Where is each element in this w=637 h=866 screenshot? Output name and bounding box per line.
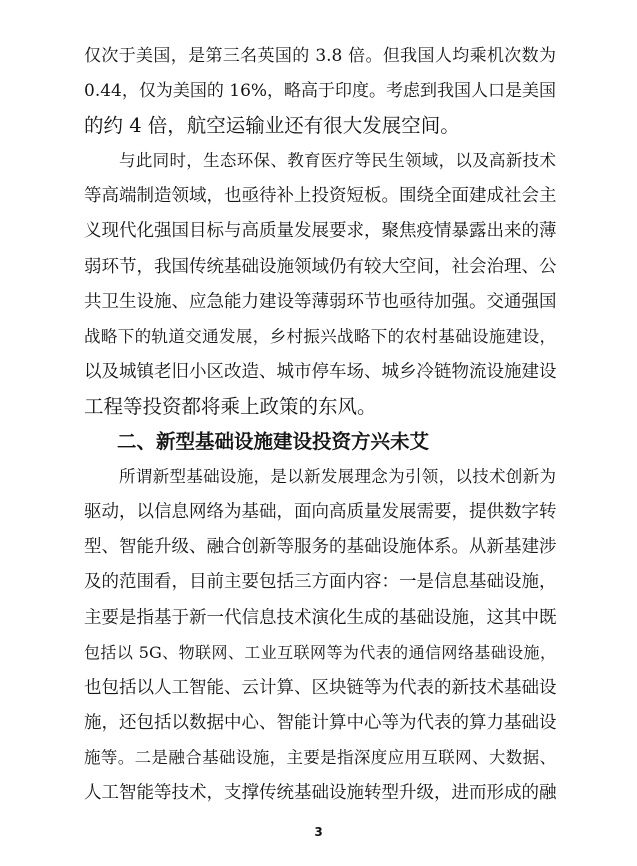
paragraph-3-line-9: 施等。二是融合基础设施，主要是指深度应用互联网、大数据、 [84,748,556,767]
paragraph-3-line-8: 施，还包括以数据中心、智能计算中心等为代表的算力基础设 [84,713,557,733]
paragraph-3-line-6: 包括以 5G、物联网、工业互联网等为代表的通信网络基础设施， [84,643,556,662]
paragraph-3-line-2: 驱动，以信息网络为基础，面向高质量发展需要，提供数字转 [84,502,557,522]
paragraph-3-line-4: 及的范围看，目前主要包括三方面内容：一是信息基础设施， [84,572,557,592]
paragraph-3-line-5: 主要是指基于新一代信息技术演化生成的基础设施，这其中既 [84,608,557,628]
paragraph-3-line-3: 型、智能升级、融合创新等服务的基础设施体系。从新基建涉 [84,537,557,557]
paragraph-1-line-1: 仅次于美国，是第三名英国的 3.8 倍。但我国人均乘机次数为 [84,46,556,66]
page-number: 3 [314,825,323,839]
paragraph-1-line-3: 的约 4 倍，航空运输业还有很大发展空间。 [84,114,460,137]
paragraph-2-line-7: 以及城镇老旧小区改造、城市停车场、城乡冷链物流设施建设 [84,362,557,382]
paragraph-3-line-10: 人工智能等技术，支撑传统基础设施转型升级，进而形成的融 [84,783,557,803]
paragraph-2-line-2: 等高端制造领域，也亟待补上投资短板。围绕全面建成社会主 [84,186,557,206]
paragraph-2-line-3: 义现代化强国目标与高质量发展要求，聚焦疫情暴露出来的薄 [84,221,557,241]
paragraph-2-line-4: 弱环节，我国传统基础设施领域仍有较大空间，社会治理、公 [84,257,557,277]
paragraph-3-line-1: 所谓新型基础设施，是以新发展理念为引领，以技术创新为 [119,467,556,486]
paragraph-3-line-7: 也包括以人工智能、云计算、区块链等为代表的新技术基础设 [84,678,557,698]
paragraph-1-line-2: 0.44，仅为美国的 16%，略高于印度。考虑到我国人口是美国 [84,81,557,101]
paragraph-2-line-6: 战略下的轨道交通发展，乡村振兴战略下的农村基础设施建设， [84,327,556,346]
paragraph-2-line-8: 工程等投资都将乘上政策的东风。 [84,395,377,418]
paragraph-2-line-5: 共卫生设施、应急能力建设等薄弱环节也亟待加强。交通强国 [84,292,557,312]
paragraph-2-line-1: 与此同时，生态环保、教育医疗等民生领域，以及高新技术 [119,151,556,170]
section-heading: 二、新型基础设施建设投资方兴未艾 [117,430,430,453]
